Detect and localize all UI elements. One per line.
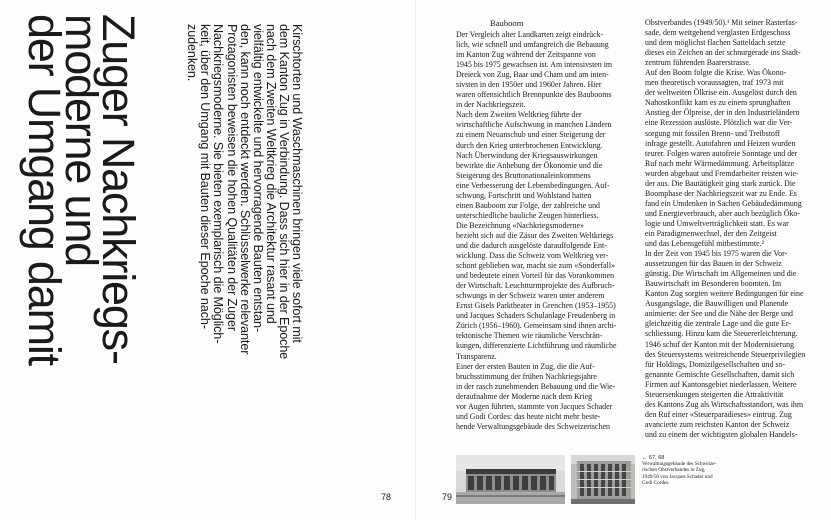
body-line: wicklung. Dass die Schweiz vom Weltkrieg ver- [456, 251, 609, 261]
body-line: gleichzeitig die zentrale Lage und die gute Er- [645, 319, 791, 329]
body-line: In der Zeit von 1945 bis 1975 waren die Vor- [645, 249, 788, 259]
page-number-right: 79 [442, 492, 453, 502]
body-line: schwung, Fortschritt und Wohlstand hatten [456, 190, 592, 200]
body-line: durch den Krieg unterbrochenen Entwicklung. [456, 140, 603, 150]
body-line: vor Augen führten, stammte von Jacques Schader [456, 401, 613, 411]
body-line: avancierte zum reichsten Kanton der Schweiz [645, 419, 790, 429]
body-line: günstig. Die Wirtschaft im Allgemeinen und die [645, 269, 797, 279]
body-line: Ausgangslage, die Bauwilligen und Planende [645, 299, 789, 309]
body-line: kungen, differenzierte Lichtführung und räumliche [456, 341, 617, 351]
body-line: schont geblieben war, macht sie zum «Sonderfall» [456, 261, 615, 271]
body-line: sorgung mit fossilen Brenn- und Treibstoff [645, 128, 780, 138]
body-line: des Kantons Zug als Wirtschaftsstandort, was ihm [645, 399, 803, 409]
body-line: eine Verbesserung der Lebensbedingungen. Auf- [456, 180, 610, 190]
chapter-title [19, 14, 144, 365]
body-line: der weltweiten Ölkrise ein. Ausgelöst durch den [645, 88, 797, 98]
body-line: Firmen auf Kantonsgebiet niederlassen. Weitere [645, 379, 797, 389]
building-photo-2 [571, 455, 635, 504]
intro-line: Kirschtorten und Waschmaschinen bringen viele sofort mit [290, 24, 304, 343]
body-line: Ruf nach mehr Wärmedämmung. Arbeitsplätze [645, 158, 795, 168]
body-line: Boomphase der Nachkriegszeit war zu Ende. Es [645, 188, 797, 198]
caption-line: rischen Obstverbandes in Zug, [642, 467, 706, 474]
body-line: Nach Überwindung der Kriegsauswirkungen [456, 150, 598, 160]
body-line: Anstieg der Ölpreise, der in den Industrieländern [645, 108, 800, 118]
building-image [571, 455, 635, 504]
body-line: teurer. Folgen waren autofreie Sonntage und der [645, 148, 798, 158]
body-line: schliessung. Hinzu kam die Steuererleichterung. [645, 329, 798, 339]
intro-text [185, 24, 303, 359]
body-line: bewirkte die Anhebung der Ökonomie und die [456, 160, 603, 170]
body-line: einen Bauboom zur Folge, der zahlreiche und [456, 200, 600, 210]
page-number-left: 78 [381, 492, 392, 502]
body-line: der Wirtschaft. Leuchtturmprojekte des Aufbruch- [456, 281, 615, 291]
body-line: und bedeutete einen Vorteil für das Vorankommen [456, 271, 615, 281]
body-line: des Steuersystems weitreichende Steuerprivilegien [645, 349, 806, 359]
body-line: und zu einem der wichtigsten globalen Handels- [645, 429, 798, 439]
body-line: fand ein Umdenken in Sachen Gebäudedämmung [645, 198, 802, 208]
body-line: zu einem Neuanschub und einer Steigerung der [456, 130, 606, 140]
body-line: tektonische Themen wie räumliche Verschrän- [456, 331, 603, 341]
caption-line: Godi Cordes. [642, 479, 670, 486]
building-image [456, 455, 565, 504]
body-line: und dem möglichst flachen Satteldach setzte [645, 38, 786, 48]
body-line: 1945 bis 1975 gewachsen ist. Am intensivsten im [456, 60, 613, 70]
body-line: men theoretisch voraussagten, traf 1973 mit [645, 78, 784, 88]
building-photo-1 [456, 455, 565, 504]
body-line: wirtschaftliche Aufschwung in manchen Ländern [456, 120, 612, 130]
intro-line: Protagonisten beweisen die hohen Qualitäten der Zuger [224, 24, 239, 331]
title-line: Zuger Nachkriegs- [93, 14, 144, 364]
caption-line: 1949/50 von Jacques Schader und [642, 473, 713, 480]
body-line: lich, wie schnell und umfangreich die Bebauung [456, 40, 609, 50]
body-line: zentrum führenden Baarerstrasse. [645, 58, 751, 68]
body-line: infrage gestellt. Autofahren und Heizen wurden [645, 138, 796, 148]
body-line: eine Rezession auslöste. Plötzlich war die Ver- [645, 118, 793, 128]
body-line: sivsten in den 1950er und 1960er Jahren. Hier [456, 80, 602, 90]
body-line: im Kanton Zug während der Zeitspanne von [456, 50, 596, 60]
body-line: Ernst Gisels Parktheater in Grenchen (1953–1955) [456, 301, 616, 311]
body-line: für Holdings, Domizilgesellschaften und so- [645, 359, 786, 369]
title-line: der Umgang damit [19, 14, 70, 365]
body-line: in der rasch zunehmenden Bebauung und die Wie- [456, 381, 616, 391]
body-line: deraufnahme der Moderne nach dem Krieg [456, 391, 593, 401]
body-line: waren offensichtlich Brennpunkte des Baubooms [456, 90, 612, 100]
body-line: Kanton Zug sorgten weitere Bedingungen für eine [645, 289, 804, 299]
body-line: Der Vergleich alter Landkarten zeigt eindrück- [456, 30, 604, 39]
body-line: aussetzungen für das Bauen in der Schweiz [645, 259, 782, 269]
body-line: dieses ein Zeichen an der schnurgerade ins Stadt- [645, 48, 801, 58]
title-line: moderne und [56, 14, 107, 266]
body-line: Bauwirtschaft im Besonderen boomten. Im [645, 279, 782, 289]
body-line: und Godi Cordes: das heute nicht mehr beste- [456, 411, 601, 421]
body-line: und Energieverbrauch, aber auch bezüglich Öko- [645, 208, 800, 218]
figure-reference: ← 67, 68 [642, 455, 665, 461]
body-line: Auf den Boom folgte die Krise. Was Ökono- [645, 68, 787, 78]
body-line: und die dadurch ausgelöste darauffolgende Ent- [456, 240, 607, 250]
body-line: sade, dem weitgehend verglasten Erdgeschoss [645, 28, 791, 38]
intro-line: dem Kanton Zug in Verbindung. Dass sich hier in der Epoche [276, 24, 291, 360]
body-line: bezieht sich auf die Zäsur des Zweiten Weltkriegs [456, 230, 614, 240]
body-line: wurden abgebaut und Fremdarbeiter reisten wie- [645, 168, 799, 178]
body-line: in der Nachkriegszeit. [456, 100, 526, 110]
intro-line: zudenken. [185, 24, 200, 82]
body-line: Dreieck von Zug, Baar und Cham und am inten- [456, 70, 609, 80]
intro-line: nach dem Zweiten Weltkrieg die Architektur rasant und [263, 24, 278, 324]
body-line: und Jacques Schaders Schulanlage Freudenberg in [456, 311, 616, 321]
body-line: Die Bezeichnung «Nachkriegsmoderne» [456, 220, 584, 230]
body-line: und das Lebensgefühl mitbestimmte.² [645, 239, 764, 249]
body-line: genannte Gemischte Gesellschaften, damit sich [645, 369, 795, 379]
body-line: Steuersenkungen steigerten die Attraktivität [645, 389, 784, 399]
body-line: Transparenz. [456, 351, 497, 361]
body-line: schwungs in der Schweiz waren unter anderem [456, 291, 605, 301]
body-column-2 [645, 18, 825, 440]
body-line: den Ruf einer «Steuerparadieses» eintrug. Zug [645, 409, 792, 419]
body-line: Steigerung des Bruttonationaleinkommens [456, 170, 591, 180]
page-gutter [415, 0, 416, 520]
body-line: 1946 schuf der Kanton mit der Modernisierung [645, 339, 795, 349]
intro-line: keit, über den Umgang mit Bauten dieser Epoche nach- [198, 24, 213, 329]
body-line: Obstverbandes (1949/50).¹ Mit seiner Rasterfas- [645, 18, 798, 27]
body-line: Zürich (1956–1960). Gemeinsam sind ihnen archi- [456, 321, 617, 331]
body-line: der aus. Die Bautätigkeit ging stark zurück. Die [645, 178, 796, 188]
body-line: Nach dem Zweiten Weltkrieg führte der [456, 110, 582, 120]
body-line: animierte: der See und die Nähe der Berge und [645, 309, 793, 319]
body-line: Einer der ersten Bauten in Zug, die die Auf- [456, 361, 595, 371]
body-line: Nahostkonflikt kam es zu einem sprunghaften [645, 98, 791, 108]
body-line: bruchsstimmung der frühen Nachkriegsjahre [456, 371, 597, 381]
body-line: hende Verwaltungsgebäude des Schweizerischen [456, 421, 610, 431]
caption-line: Verwaltungsgebäude des Schweize- [642, 461, 717, 468]
intro-line: den, kann noch entdeckt werden. Schlüsselwerke relevanter [237, 24, 252, 355]
body-line: logie und Umweltverträglichkeit statt. Es war [645, 218, 789, 228]
body-line: ein Paradigmenwechsel, der den Zeitgeist [645, 228, 777, 238]
body-column-1 [456, 30, 636, 432]
intro-line: vielfältig entwickelte und hervorragende Bauten entstan- [250, 24, 265, 333]
intro-line: Nachkriegsmoderne. Sie bieten exemplarisch die Möglich- [211, 24, 226, 344]
body-line: unterschiedliche bauliche Zeugen hinterliess. [456, 210, 599, 220]
photo-caption [642, 455, 722, 486]
section-heading: Bauboom [490, 18, 524, 28]
